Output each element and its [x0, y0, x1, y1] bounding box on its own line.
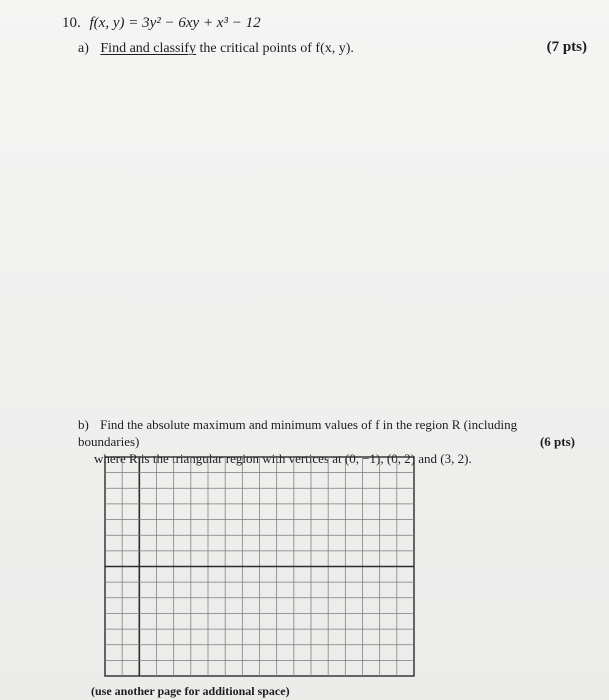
problem-function: f(x, y) = 3y² − 6xy + x³ − 12 — [89, 15, 261, 31]
part-b-line-1: Find the absolute maximum and minimum values of f in the region R (including boundaries) — [78, 417, 518, 449]
part-a-rest-text: the critical points of f(x, y). — [199, 41, 354, 56]
part-a-label: a) — [78, 41, 89, 56]
part-a-question — [78, 40, 588, 58]
answer-grid — [103, 455, 416, 678]
answer-grid-svg — [103, 455, 416, 678]
part-b-points: (6 pts) — [539, 434, 575, 449]
footer-note: (use another page for additional space) — [91, 684, 290, 698]
part-a-points: (7 pts) — [546, 39, 587, 55]
problem-number: 10. — [62, 15, 81, 31]
part-b-line-2: where R is the triangular region with vertices at (0, −1), (0, 2) and (3, 2). — [94, 451, 472, 466]
part-a-underlined-text: Find and classify — [100, 41, 197, 56]
problem-heading — [62, 14, 261, 32]
part-b-label: b) — [78, 417, 89, 432]
